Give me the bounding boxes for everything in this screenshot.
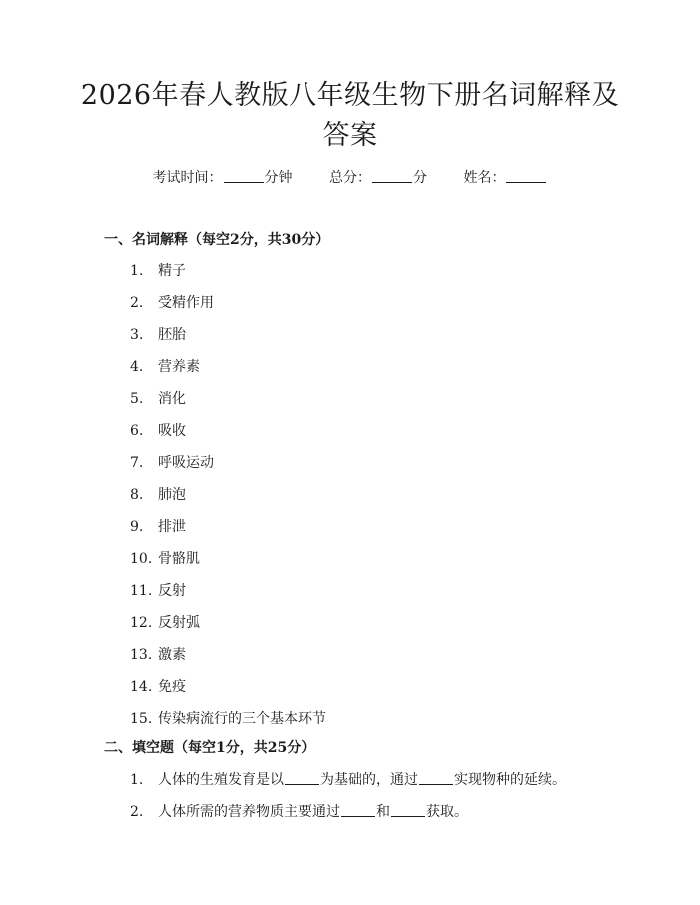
exam-time-label: 考试时间：	[152, 170, 223, 186]
fill-text-part: 和	[376, 804, 390, 820]
item-text: 呼吸运动	[158, 455, 214, 471]
fill-in-blank	[285, 770, 319, 785]
item-number: 9.	[130, 519, 144, 535]
item-text: 骨骼肌	[158, 551, 200, 567]
list-item	[0, 421, 700, 453]
list-item	[0, 325, 700, 357]
list-item	[0, 613, 700, 645]
item-text	[158, 770, 566, 790]
item-number: 1.	[130, 772, 144, 788]
item-number: 15.	[130, 711, 153, 727]
item-number: 1.	[130, 263, 144, 279]
item-number: 8.	[130, 487, 144, 503]
student-name-blank	[506, 168, 546, 183]
fill-text-part: 实现物种的延续。	[454, 772, 566, 788]
item-text: 排泄	[158, 519, 186, 535]
item-text: 精子	[158, 263, 186, 279]
list-item	[0, 549, 700, 581]
total-score-blank	[372, 168, 412, 183]
list-item	[0, 261, 700, 293]
section-2-heading: 二、填空题（每空1分，共25分）	[104, 740, 316, 756]
item-number: 4.	[130, 359, 144, 375]
item-text: 反射弧	[158, 615, 200, 631]
list-item	[0, 293, 700, 325]
item-text: 肺泡	[158, 487, 186, 503]
document-title	[70, 76, 630, 156]
item-text: 消化	[158, 391, 186, 407]
total-score-label: 总分：	[329, 170, 371, 186]
item-number: 6.	[130, 423, 144, 439]
item-text: 胚胎	[158, 327, 186, 343]
list-item	[0, 645, 700, 677]
item-number: 13.	[130, 647, 153, 663]
item-text: 免疫	[158, 679, 186, 695]
list-item	[0, 485, 700, 517]
item-text: 营养素	[158, 359, 200, 375]
fill-text-part: 人体的生殖发育是以	[158, 772, 284, 788]
fill-in-blank	[419, 770, 453, 785]
fill-text-part: 人体所需的营养物质主要通过	[158, 804, 340, 820]
item-number: 5.	[130, 391, 144, 407]
exam-info-row	[0, 168, 700, 188]
item-text: 激素	[158, 647, 186, 663]
item-number: 11.	[130, 583, 153, 599]
item-number: 3.	[130, 327, 144, 343]
item-text: 吸收	[158, 423, 186, 439]
section-1-heading: 一、名词解释（每空2分，共30分）	[104, 232, 330, 248]
exam-time-info	[153, 168, 293, 188]
list-item	[0, 770, 700, 802]
title-line-1: 2026年春人教版八年级生物下册名词解释及	[80, 80, 620, 111]
item-text: 传染病流行的三个基本环节	[158, 711, 326, 727]
fill-text-part: 获取。	[426, 804, 468, 820]
item-text: 受精作用	[158, 295, 214, 311]
student-name-info	[463, 168, 547, 188]
section-2-list	[0, 770, 700, 834]
item-number: 12.	[130, 615, 153, 631]
item-number: 14.	[130, 679, 153, 695]
list-item	[0, 677, 700, 709]
student-name-label: 姓名：	[463, 170, 506, 186]
total-score-info	[329, 168, 427, 188]
fill-in-blank	[391, 802, 425, 817]
section-1-list	[0, 261, 700, 741]
list-item	[0, 357, 700, 389]
title-line-2: 答案	[322, 120, 378, 151]
item-number: 7.	[130, 455, 144, 471]
exam-time-unit: 分钟	[264, 170, 293, 186]
item-number: 2.	[130, 804, 144, 820]
list-item	[0, 517, 700, 549]
list-item	[0, 453, 700, 485]
list-item	[0, 709, 700, 741]
list-item	[0, 389, 700, 421]
fill-text-part: 为基础的，通过	[320, 772, 418, 788]
fill-in-blank	[341, 802, 375, 817]
total-score-unit: 分	[413, 170, 427, 186]
list-item	[0, 802, 700, 834]
item-number: 10.	[130, 551, 153, 567]
exam-time-blank	[224, 168, 264, 183]
item-number: 2.	[130, 295, 144, 311]
item-text: 反射	[158, 583, 186, 599]
list-item	[0, 581, 700, 613]
item-text	[158, 802, 468, 822]
